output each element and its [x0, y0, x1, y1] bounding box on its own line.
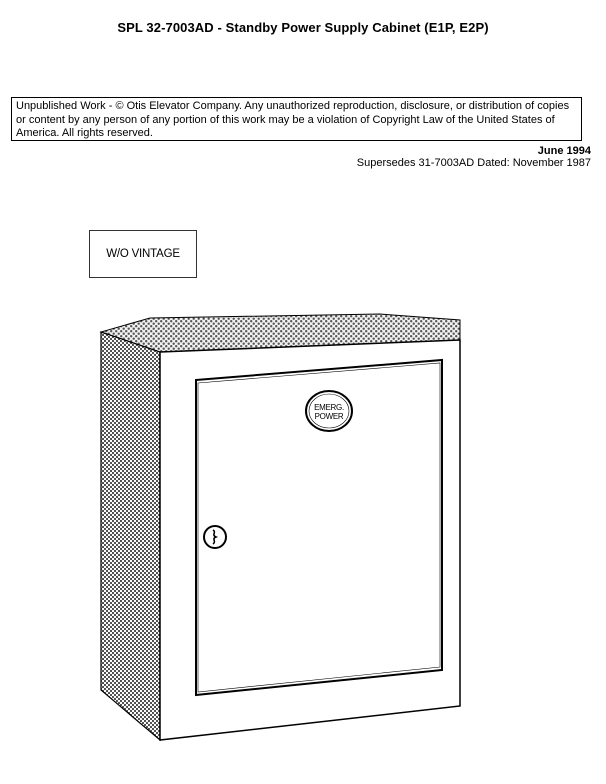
revision-date: June 1994: [537, 145, 591, 157]
badge-line-1: EMERG.: [314, 403, 344, 412]
badge-line-2: POWER: [314, 412, 344, 421]
vintage-label: W/O VINTAGE: [106, 248, 180, 260]
cabinet-side-panel: [101, 332, 160, 740]
emergency-power-badge-text: [304, 403, 354, 421]
supersedes-note: Supersedes 31-7003AD Dated: November 1987: [356, 157, 591, 169]
document-title: SPL 32-7003AD - Standby Power Supply Cabinet (E1P, E2P): [117, 20, 489, 35]
copyright-notice: Unpublished Work - © Otis Elevator Company. Any unauthorized reproduction, disclosure, or distribution of copies or content by any person of any portion of this work may be a violation of Copyright Law of the United States of America. All rights reserved.: [11, 97, 582, 141]
